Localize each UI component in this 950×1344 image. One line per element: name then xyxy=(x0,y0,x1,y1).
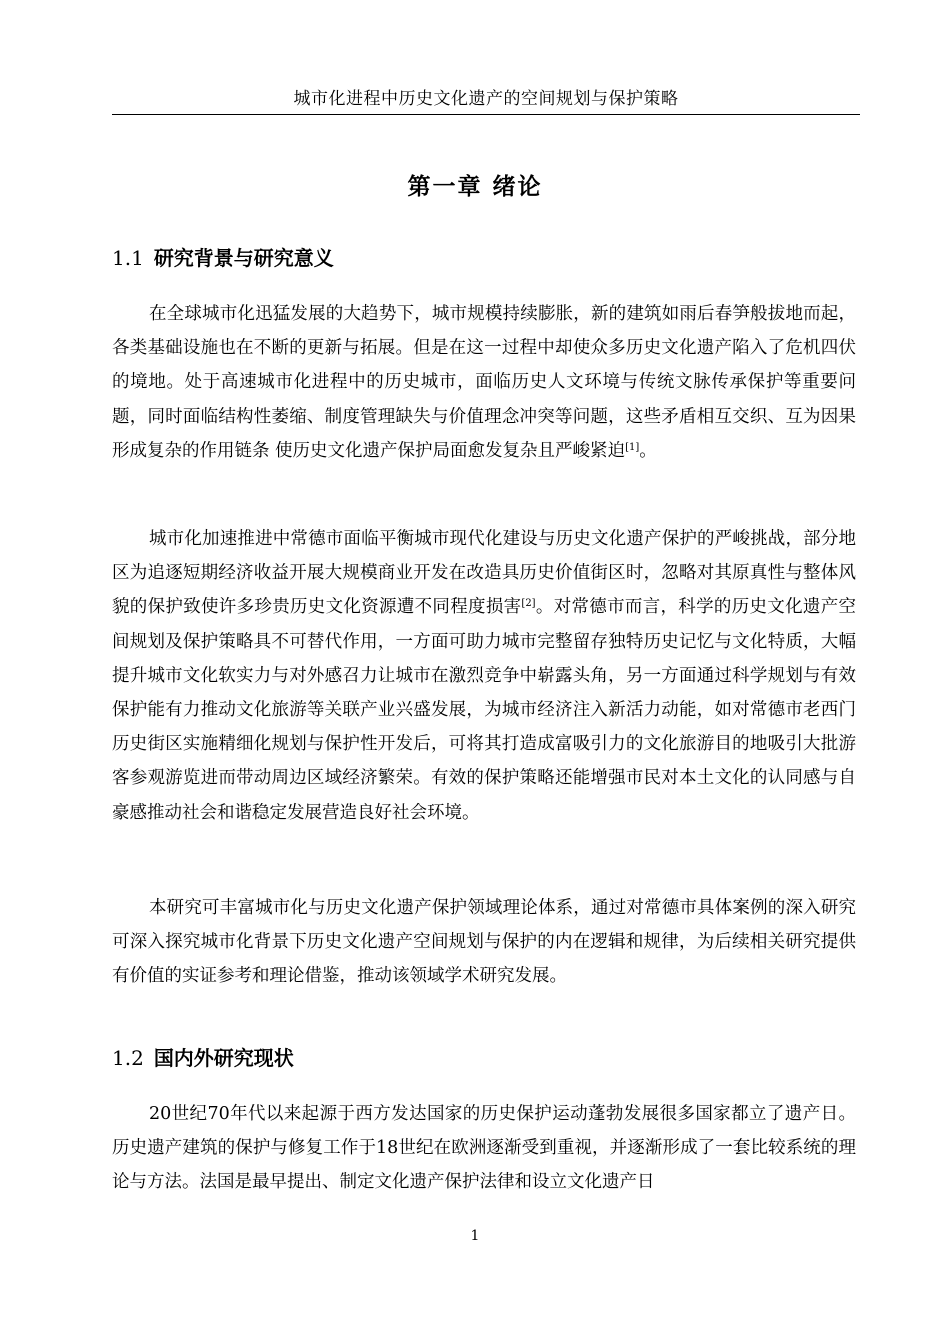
paragraph-research-status xyxy=(112,1097,856,1200)
paragraph-text: 20世纪70年代以来起源于西方发达国家的历史保护运动蓬勃发展很多国家都立了遗产日。历史遗产建筑的保护与修复工作于18世纪在欧洲逐渐受到重视，并逐渐形成了一套比较系统的理论与方法。法国是最早提出、制定文化遗产保护法律和设立文化遗产日 xyxy=(112,1104,856,1193)
section-title: 国内外研究现状 xyxy=(153,1046,294,1070)
running-header xyxy=(112,88,860,115)
paragraph-text: 本研究可丰富城市化与历史文化遗产保护领域理论体系，通过对常德市具体案例的深入研究可深入探究城市化背景下历史文化遗产空间规划与保护的内在逻辑和规律，为后续相关研究提供有价值的实证参考和理论借鉴，推动该领域学术研究发展。 xyxy=(112,898,856,987)
chapter-title: 第一章 绪论 xyxy=(407,174,543,200)
citation-ref: [1] xyxy=(625,441,640,453)
paragraph-significance xyxy=(112,891,856,994)
running-header-title: 城市化进程中历史文化遗产的空间规划与保护策略 xyxy=(293,89,679,109)
section-heading-1-1 xyxy=(112,242,334,271)
paragraph-background xyxy=(112,297,856,468)
paragraph-text: 。 xyxy=(639,440,657,461)
page-number: 1 xyxy=(470,1228,480,1244)
section-number: 1.2 xyxy=(112,1046,144,1070)
paragraph-text: 在全球城市化迅猛发展的大趋势下，城市规模持续膨胀，新的建筑如雨后春笋般拔地而起，各类基础设施也在不断的更新与拓展。但是在这一过程中却使众多历史文化遗产陷入了危机四伏的境地。处于高速城市化进程中的历史城市，面临历史人文环境与传统文脉传承保护等重要问题，同时面临结构性萎缩、制度管理缺失与价值理念冲突等问题，这些矛盾相互交织、互为因果形成复杂的作用链条 使历史文化遗产保护局面愈发复杂且严峻紧迫 xyxy=(112,304,856,461)
paragraph-text: 。对常德市而言，科学的历史文化遗产空间规划及保护策略具不可替代作用，一方面可助力城市完整留存独特历史记忆与文化特质，大幅提升城市文化软实力与对外感召力让城市在激烈竞争中崭露头角，另一方面通过科学规划与有效保护能有力推动文化旅游等关联产业兴盛发展，为城市经济注入新活力动能，如对常德市老西门历史街区实施精细化规划与保护性开发后，可将其打造成富吸引力的文化旅游目的地吸引大批游客参观游览进而带动周边区域经济繁荣。有效的保护策略还能增强市民对本土文化的认同感与自豪感推动社会和谐稳定发展营造良好社会环境。 xyxy=(112,597,857,823)
paragraph-changde xyxy=(112,522,856,830)
section-number: 1.1 xyxy=(112,246,144,270)
section-title: 研究背景与研究意义 xyxy=(153,246,334,270)
citation-ref: [2] xyxy=(521,598,536,610)
section-heading-1-2 xyxy=(112,1042,294,1071)
paragraph-text: 城市化加速推进中常德市面临平衡城市现代化建设与历史文化遗产保护的严峻挑战，部分地区为追逐短期经济收益开展大规模商业开发在改造具历史价值街区时，忽略对其原真性与整体风貌的保护致使许多珍贵历史文化资源遭不同程度损害 xyxy=(112,529,856,618)
